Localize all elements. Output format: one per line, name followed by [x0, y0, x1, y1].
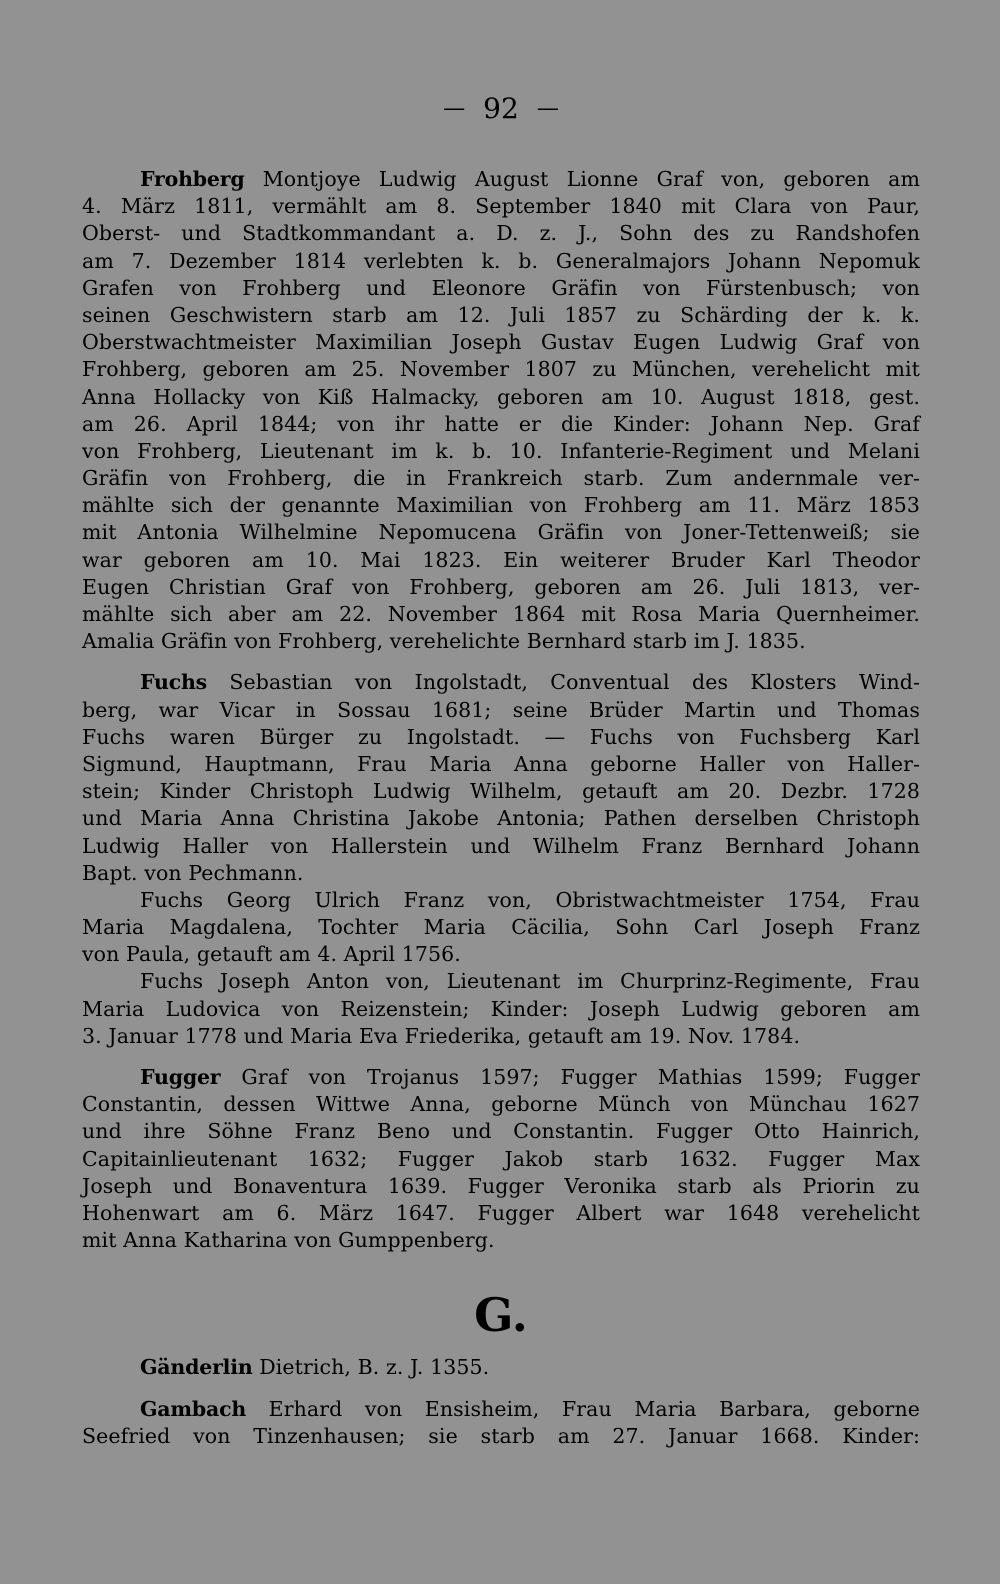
entry-text: Dietrich, B. z. J. 1355. — [259, 1355, 490, 1380]
entry-line — [82, 669, 920, 696]
entry-headword: Gänderlin — [140, 1355, 253, 1380]
entry-line: Anna Hollacky von Kiß Halmacky, geboren am 10. August 1818, gest. — [82, 384, 920, 409]
entry-fuchs-georg — [82, 887, 920, 969]
entry-line: und ihre Söhne Franz Beno und Constantin. Fugger Otto Hainrich, — [82, 1119, 920, 1144]
entry-gambach — [82, 1396, 920, 1450]
entry-line — [82, 1354, 920, 1381]
entry-line: Maria Magdalena, Tochter Maria Cäcilia, Sohn Carl Joseph Franz — [82, 915, 920, 940]
entry-fuchs — [82, 669, 920, 887]
entry-headword: Frohberg — [140, 167, 245, 191]
entry-headword: Fuchs — [140, 670, 208, 695]
entry-text: Graf von Trojanus 1597; Fugger Mathias 1599; Fugger — [241, 1065, 920, 1089]
entry-line: von Paula, getauft am 4. April 1756. — [82, 942, 461, 967]
entry-line: Fuchs Joseph Anton von, Lieutenant im Churprinz-Regimente, Frau — [140, 969, 920, 994]
entry-line: Joseph und Bonaventura 1639. Fugger Veronika starb als Priorin zu — [82, 1173, 920, 1198]
entry-headword: Fugger — [140, 1065, 221, 1089]
entry-line: Ludwig Haller von Hallerstein und Wilhelm Franz Bernhard Johann — [82, 833, 920, 858]
entry-line: Oberst- und Stadtkommandant a. D. z. J., Sohn des zu Randshofen — [82, 221, 920, 246]
entry-line: Maria Ludovica von Reizenstein; Kinder: Joseph Ludwig geboren am — [82, 996, 920, 1021]
page-number: 92 — [483, 91, 519, 125]
entry-line: Bapt. von Pechmann. — [82, 860, 304, 885]
entry-line: mählte sich aber am 22. November 1864 mit Rosa Maria Quernheimer. — [82, 602, 920, 626]
entry-line: berg, war Vicar in Sossau 1681; seine Brüder Martin und Thomas — [82, 697, 920, 722]
entry-line: Grafen von Frohberg und Eleonore Gräfin von Fürstenbusch; von — [82, 275, 920, 300]
entry-text: Montjoye Ludwig August Lionne Graf von, geboren am — [262, 167, 920, 191]
page-number-dash-left: — — [443, 95, 466, 121]
entry-line: Gräfin von Frohberg, die in Frankreich starb. Zum andernmale ver- — [82, 466, 920, 491]
entry-line: und Maria Anna Christina Jakobe Antonia; Pathen derselben Christoph — [82, 806, 920, 831]
entry-line: Frohberg, geboren am 25. November 1807 zu München, verehelicht mit — [82, 357, 920, 382]
entry-line: mit Anna Katharina von Gumppenberg. — [82, 1228, 495, 1253]
entry-text: Erhard von Ensisheim, Frau Maria Barbara, geborne — [268, 1396, 920, 1421]
entry-line — [82, 1396, 920, 1423]
entry-line: Sigmund, Hauptmann, Frau Maria Anna geborne Haller von Haller- — [82, 751, 920, 776]
page-number-dash-right: — — [536, 95, 559, 121]
entry-line: von Frohberg, Lieutenant im k. b. 10. Infanterie-Regiment und Melani — [82, 438, 920, 463]
entry-line: Oberstwachtmeister Maximilian Joseph Gustav Eugen Ludwig Graf von — [82, 330, 920, 355]
entry-fuchs-joseph — [82, 968, 920, 1050]
entry-line: mit Antonia Wilhelmine Nepomucena Gräfin von Joner-Tettenweiß; sie — [82, 520, 920, 545]
entry-line: Fuchs waren Bürger zu Ingolstadt. — Fuchs von Fuchsberg Karl — [82, 724, 920, 749]
entry-line: Capitainlieutenant 1632; Fugger Jakob starb 1632. Fugger Max — [82, 1146, 920, 1171]
entry-line: am 26. April 1844; von ihr hatte er die Kinder: Johann Nep. Graf — [82, 411, 920, 436]
entry-line: war geboren am 10. Mai 1823. Ein weiterer Bruder Karl Theodor — [82, 547, 920, 572]
entry-line: Amalia Gräfin von Frohberg, verehelichte Bernhard starb im J. 1835. — [82, 629, 806, 654]
entry-line: Constantin, dessen Wittwe Anna, geborne Münch von Münchau 1627 — [82, 1092, 920, 1117]
entry-line: 4. März 1811, vermählt am 8. September 1840 mit Clara von Paur, — [82, 194, 920, 219]
entry-line: 3. Januar 1778 und Maria Eva Friederika, getauft am 19. Nov. 1784. — [82, 1023, 801, 1048]
entry-line: Eugen Christian Graf von Frohberg, geboren am 26. Juli 1813, ver- — [82, 574, 920, 599]
entry-frohberg — [82, 166, 920, 655]
entry-fugger — [82, 1064, 920, 1254]
entry-text: Sebastian von Ingolstadt, Conventual des Klosters Wind- — [229, 670, 921, 695]
page-header — [82, 90, 920, 126]
entry-line: Hohenwart am 6. März 1647. Fugger Albert war 1648 verehelicht — [82, 1200, 920, 1225]
entry-line — [82, 1064, 920, 1091]
entry-line: mählte sich der genannte Maximilian von Frohberg am 11. März 1853 — [82, 493, 920, 518]
entry-line: stein; Kinder Christoph Ludwig Wilhelm, getauft am 20. Dezbr. 1728 — [82, 779, 920, 804]
entry-gaenderlin — [82, 1354, 920, 1381]
section-letter: G. — [474, 1288, 528, 1343]
entry-line: Seefried von Tinzenhausen; sie starb am 27. Januar 1668. Kinder: — [82, 1423, 920, 1448]
entry-line: Fuchs Georg Ulrich Franz von, Obristwachtmeister 1754, Frau — [140, 887, 920, 912]
entry-line — [82, 166, 920, 193]
entry-line: seinen Geschwistern starb am 12. Juli 1857 zu Schärding der k. k. — [82, 302, 920, 327]
entry-line: am 7. Dezember 1814 verlebten k. b. Generalmajors Johann Nepomuk — [82, 248, 920, 273]
entry-headword: Gambach — [140, 1396, 247, 1421]
